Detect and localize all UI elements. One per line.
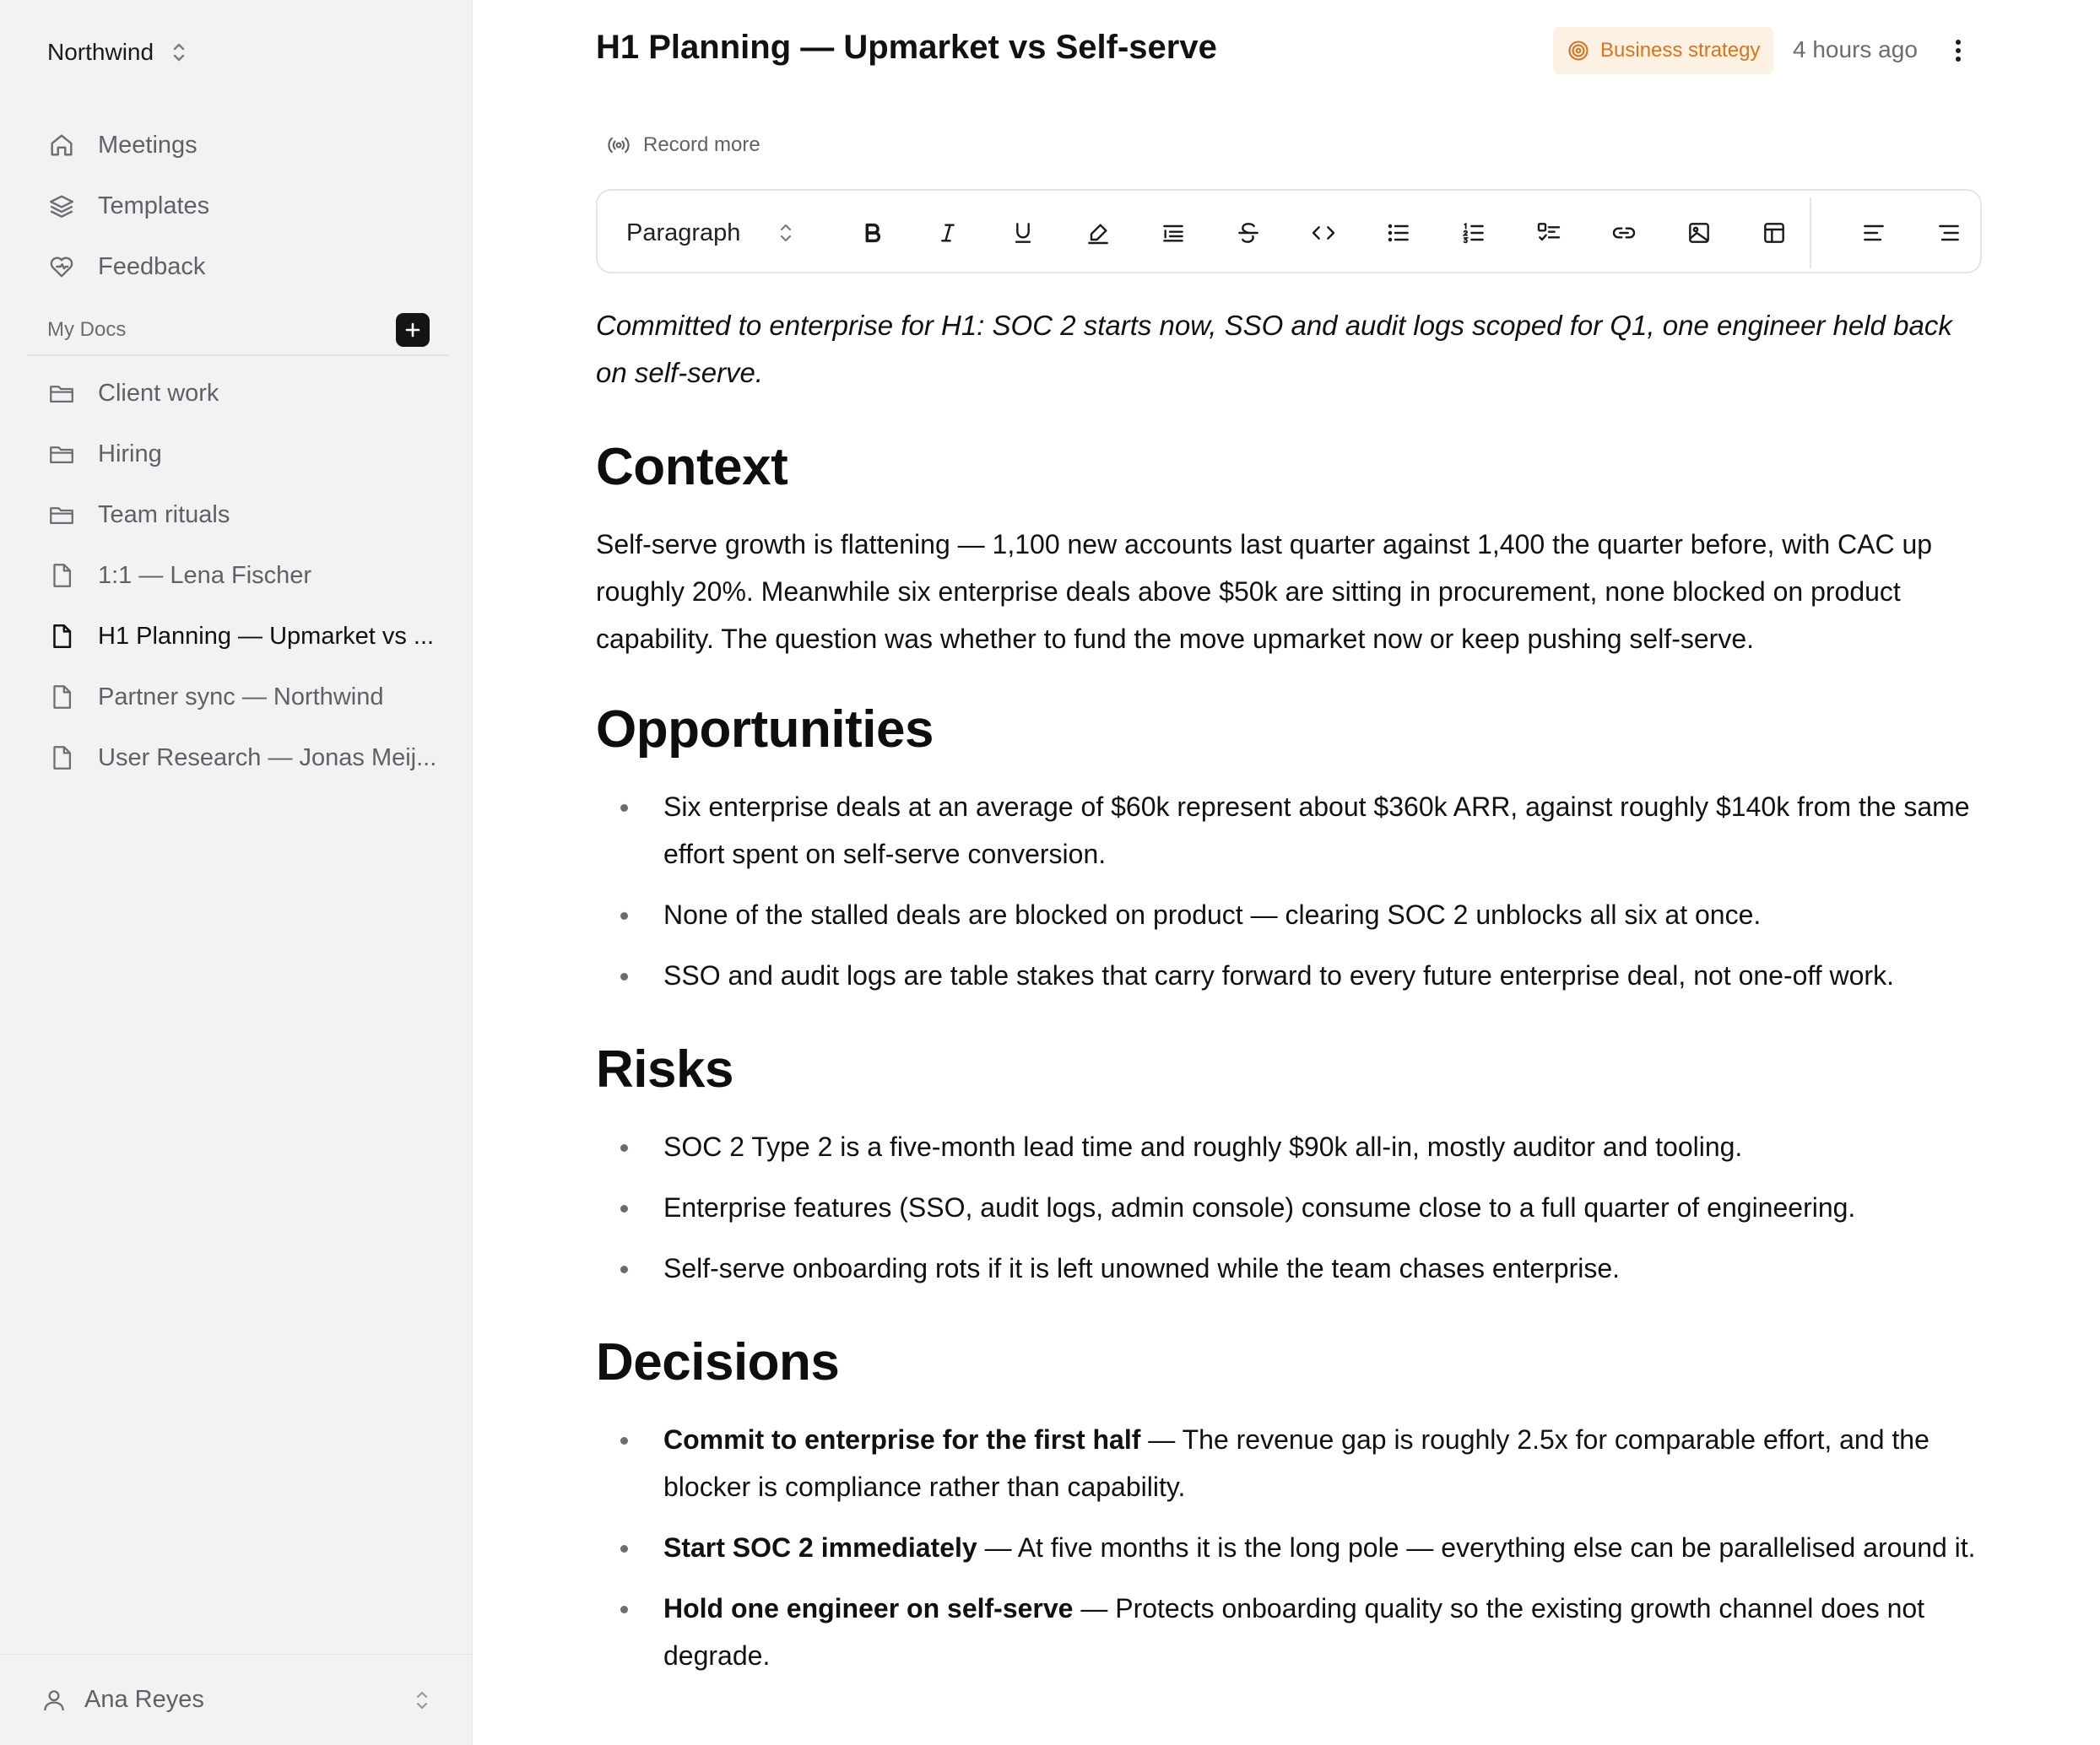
strikethrough-button[interactable]	[1230, 214, 1267, 251]
numbered-list-icon	[1460, 219, 1487, 246]
italic-button[interactable]	[929, 214, 966, 251]
paragraph-style-select[interactable]	[626, 214, 794, 251]
quote-icon	[1160, 219, 1187, 246]
bullet-list-button[interactable]	[1380, 214, 1417, 251]
doc-item-h1-planning[interactable]	[27, 606, 449, 667]
align-left-icon	[1860, 219, 1887, 246]
bold-button[interactable]	[854, 214, 891, 251]
context-paragraph: Self-serve growth is flattening — 1,100 new accounts last quarter against 1,400 the quarter before, with CAC up roughly 20%. Meanwhile six enterprise deals above $50k are sitting in procurement, none blocked on product capability. The question was whether to fund the move upmarket now or keep pushing self-serve.	[596, 529, 1933, 654]
target-icon	[1567, 39, 1590, 62]
decision-title: Commit to enterprise for the first half	[663, 1424, 1141, 1455]
chevron-updown-icon	[777, 220, 794, 246]
underline-button[interactable]	[1004, 214, 1042, 251]
decision-title: Start SOC 2 immediately	[663, 1532, 977, 1563]
record-more-button[interactable]	[606, 128, 760, 162]
record-label: Record more	[643, 133, 760, 156]
heading-context: Context	[596, 438, 788, 496]
doc-label: 1:1 — Lena Fischer	[98, 561, 312, 589]
risks-list	[596, 1123, 1984, 1292]
workspace-switcher[interactable]	[47, 34, 187, 71]
doc-label: Client work	[98, 379, 219, 407]
link-icon	[1610, 219, 1637, 246]
tag-label: Business strategy	[1600, 39, 1761, 62]
numbered-list-button[interactable]	[1455, 214, 1492, 251]
user-name: Ana Reyes	[84, 1686, 204, 1713]
nav-label: Templates	[98, 192, 210, 219]
checklist-button[interactable]	[1530, 214, 1567, 251]
layers-icon	[47, 192, 76, 220]
list-item	[596, 1585, 1984, 1679]
section-label: My Docs	[47, 318, 127, 341]
nav-label: Feedback	[98, 252, 206, 280]
user-menu[interactable]	[0, 1654, 473, 1745]
list-item: Six enterprise deals at an average of $60k represent about $360k ARR, against roughly $140k from the same effort spent on self-serve conversion.	[596, 783, 1984, 878]
file-icon	[47, 622, 76, 651]
list-item: SSO and audit logs are table stakes that carry forward to every future enterprise deal, not one-off work.	[596, 952, 1984, 999]
code-button[interactable]	[1305, 214, 1342, 251]
formatting-toolbar	[596, 189, 1982, 273]
more-vertical-icon	[1954, 38, 1962, 63]
plus-icon	[403, 321, 422, 339]
align-center-button[interactable]	[1930, 214, 1967, 251]
strikethrough-icon	[1235, 219, 1262, 246]
file-icon	[47, 743, 76, 772]
last-edited-time: 4 hours ago	[1793, 36, 1918, 62]
page-title[interactable]: H1 Planning — Upmarket vs Self-serve	[596, 29, 1217, 66]
checklist-icon	[1535, 219, 1562, 246]
paragraph-style-value: Paragraph	[626, 219, 741, 246]
bullet-list-icon	[1385, 219, 1412, 246]
highlight-icon	[1085, 219, 1112, 246]
my-docs-section-header	[27, 305, 449, 356]
italic-icon	[934, 219, 961, 246]
doc-label: Team rituals	[98, 500, 230, 528]
list-item: Enterprise features (SSO, audit logs, admin console) consume close to a full quarter of engineering.	[596, 1184, 1984, 1231]
doc-header	[596, 24, 1984, 78]
code-icon	[1310, 219, 1337, 246]
bold-icon	[859, 219, 886, 246]
docs-list	[27, 363, 449, 788]
align-left-button[interactable]	[1855, 214, 1892, 251]
table-icon	[1761, 219, 1788, 246]
decision-text: — Protects onboarding quality so the existing growth channel does not degrade.	[663, 1593, 1925, 1671]
image-button[interactable]	[1681, 214, 1718, 251]
list-item	[596, 1416, 1984, 1510]
folder-icon	[47, 379, 76, 408]
list-item: SOC 2 Type 2 is a five-month lead time and roughly $90k all-in, mostly auditor and tooling.	[596, 1123, 1984, 1170]
broadcast-icon	[606, 132, 631, 158]
decision-text: — At five months it is the long pole — everything else can be parallelised around it.	[977, 1532, 1976, 1563]
doc-label: Partner sync — Northwind	[98, 683, 384, 710]
category-tag[interactable]	[1553, 27, 1773, 74]
opportunities-list	[596, 783, 1984, 999]
image-icon	[1686, 219, 1713, 246]
workspace-name: Northwind	[47, 39, 154, 65]
doc-item-hiring[interactable]	[27, 424, 449, 484]
toolbar-divider	[1810, 197, 1811, 268]
chevron-updown-icon	[170, 40, 187, 65]
doc-label: H1 Planning — Upmarket vs ...	[98, 622, 435, 650]
decision-title: Hold one engineer on self-serve	[663, 1593, 1074, 1623]
doc-item-client-work[interactable]	[27, 363, 449, 424]
link-button[interactable]	[1605, 214, 1643, 251]
decisions-list	[596, 1416, 1984, 1679]
align-center-icon	[1935, 219, 1962, 246]
nav-item-templates[interactable]	[27, 176, 449, 236]
doc-label: User Research — Jonas Meij...	[98, 743, 437, 771]
underline-icon	[1009, 219, 1036, 246]
quote-button[interactable]	[1155, 214, 1192, 251]
list-item	[596, 1524, 1984, 1571]
doc-item-lena-fischer[interactable]	[27, 545, 449, 606]
doc-item-partner-sync[interactable]	[27, 667, 449, 727]
sidebar	[0, 0, 473, 1745]
decision-text: — The revenue gap is roughly 2.5x for comparable effort, and the blocker is compliance rather than capability.	[663, 1424, 1930, 1502]
more-options-button[interactable]	[1941, 34, 1975, 68]
main-nav	[27, 115, 449, 297]
user-icon	[41, 1687, 68, 1714]
home-icon	[47, 131, 76, 159]
doc-label: Hiring	[98, 440, 162, 467]
folder-icon	[47, 500, 76, 529]
nav-item-feedback[interactable]	[27, 236, 449, 297]
doc-item-user-research[interactable]	[27, 727, 449, 788]
highlight-button[interactable]	[1080, 214, 1117, 251]
nav-label: Meetings	[98, 131, 198, 159]
document-body[interactable]	[596, 302, 1984, 1693]
list-item: Self-serve onboarding rots if it is left unowned while the team chases enterprise.	[596, 1245, 1984, 1292]
heading-risks: Risks	[596, 1040, 733, 1099]
chevron-updown-icon	[414, 1688, 430, 1713]
doc-summary: Committed to enterprise for H1: SOC 2 starts now, SSO and audit logs scoped for Q1, one engineer held back on self-serve.	[596, 310, 1952, 388]
list-item: None of the stalled deals are blocked on product — clearing SOC 2 unblocks all six at once.	[596, 891, 1984, 938]
table-button[interactable]	[1756, 214, 1793, 251]
folder-icon	[47, 440, 76, 468]
heart-icon	[47, 252, 76, 281]
file-icon	[47, 561, 76, 590]
heading-decisions: Decisions	[596, 1333, 840, 1391]
heading-opportunities: Opportunities	[596, 700, 934, 759]
file-icon	[47, 683, 76, 711]
nav-item-meetings[interactable]	[27, 115, 449, 176]
doc-item-team-rituals[interactable]	[27, 484, 449, 545]
add-doc-button[interactable]	[396, 313, 430, 347]
